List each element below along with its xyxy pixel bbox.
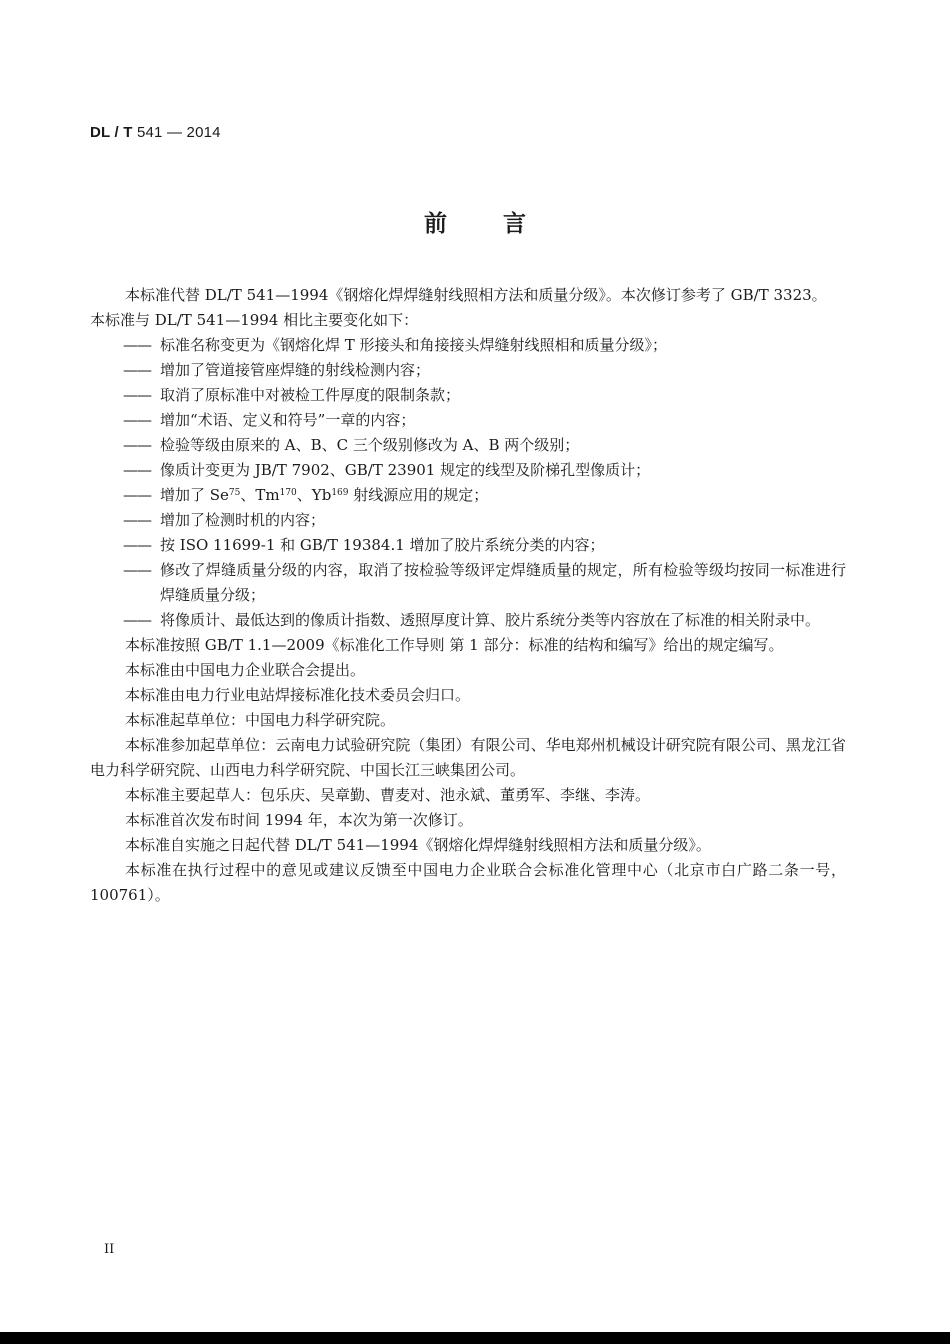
list-item-text: 检验等级由原来的 A、B、C 三个级别修改为 A、B 两个级别；: [160, 436, 580, 454]
list-item-text: 按 ISO 11699-1 和 GB/T 19384.1 增加了胶片系统分类的内容；: [160, 536, 605, 554]
dash-marker: ——: [123, 336, 151, 354]
list-item-text: 标准名称变更为《钢熔化焊 T 形接头和角接接头焊缝射线照相和质量分级》；: [160, 336, 668, 354]
dash-marker: ——: [123, 461, 151, 479]
participating-units: 本标准参加起草单位：云南电力试验研究院（集团）有限公司、华电郑州机械设计研究院有限公司、黑龙江省电力科学研究院、山西电力科学研究院、中国长江三峡集团公司。: [90, 736, 846, 779]
yb-mass-number: 169: [331, 488, 349, 498]
list-item-text: 将像质计、最低达到的像质计指数、透照厚度计算、胶片系统分类等内容放在了标准的相关附录中。: [160, 611, 821, 629]
standard-prefix: DL / T: [90, 124, 133, 141]
centralized-by-statement: 本标准由电力行业电站焊接标准化技术委员会归口。: [125, 686, 471, 704]
list-item: [90, 383, 846, 408]
list-item-text: 像质计变更为 JB/T 7902、GB/T 23901 规定的线型及阶梯孔型像质计；: [160, 461, 651, 479]
page-title: 前言: [424, 210, 582, 237]
list-item-text: 取消了原标准中对被检工件厚度的限制条款；: [160, 386, 461, 404]
dash-marker: ——: [123, 611, 151, 629]
page-number: II: [104, 1242, 115, 1257]
foreword-body: [90, 283, 846, 908]
list-item: [90, 533, 846, 558]
isotope-text-mid2: 、Yb: [296, 486, 332, 504]
dash-marker: ——: [123, 486, 151, 504]
replacement-statement: 本标准代替 DL/T 541—1994《钢熔化焊焊缝射线照相方法和质量分级》。本次修订参考了 GB/T 3323。: [125, 286, 827, 304]
dash-marker: ——: [123, 511, 151, 529]
proposer-statement: 本标准由中国电力企业联合会提出。: [125, 661, 366, 679]
list-item-text: 修改了焊缝质量分级的内容，取消了按检验等级评定焊缝质量的规定，所有检验等级均按同一标准进行焊缝质量分级；: [160, 561, 846, 604]
standard-number: [90, 124, 221, 141]
changes-list: [90, 333, 846, 633]
isotope-text-pre: 增加了 Se: [160, 486, 229, 504]
supersedes-statement: 本标准自实施之日起代替 DL/T 541—1994《钢熔化焊焊缝射线照相方法和质量分级》。: [125, 836, 711, 854]
list-item: [90, 508, 846, 533]
list-item-isotopes: [90, 483, 846, 508]
list-item-text: 增加了检测时机的内容；: [160, 511, 326, 529]
list-item-text: 增加了管道接管座焊缝的射线检测内容；: [160, 361, 431, 379]
list-item: [90, 358, 846, 383]
dash-marker: ——: [123, 361, 151, 379]
dash-marker: ——: [123, 411, 151, 429]
list-item: [90, 608, 846, 633]
dash-marker: ——: [123, 561, 151, 579]
list-item: [90, 458, 846, 483]
feedback-statement: 本标准在执行过程中的意见或建议反馈至中国电力企业联合会标准化管理中心（北京市白广路二条一号，100761）。: [90, 861, 846, 904]
list-item: [90, 558, 846, 608]
dash-marker: ——: [123, 386, 151, 404]
dash-marker: ——: [123, 536, 151, 554]
list-item: [90, 433, 846, 458]
list-item-text: 增加“术语、定义和符号”一章的内容；: [160, 411, 416, 429]
drafting-unit: 本标准起草单位：中国电力科学研究院。: [125, 711, 396, 729]
list-item: [90, 333, 846, 358]
se-mass-number: 75: [228, 488, 241, 498]
bottom-rule: [0, 1332, 950, 1344]
drafting-rules-statement: 本标准按照 GB/T 1.1—2009《标准化工作导则 第 1 部分：标准的结构和编写》给出的规定编写。: [125, 636, 784, 654]
dash-marker: ——: [123, 436, 151, 454]
isotope-text-post: 射线源应用的规定；: [348, 486, 489, 504]
list-item: [90, 408, 846, 433]
isotope-text-mid1: 、Tm: [240, 486, 280, 504]
first-release-statement: 本标准首次发布时间 1994 年，本次为第一次修订。: [125, 811, 473, 829]
standard-code: 541 — 2014: [132, 124, 221, 141]
changes-intro: 本标准与 DL/T 541—1994 相比主要变化如下：: [90, 311, 419, 329]
tm-mass-number: 170: [279, 488, 297, 498]
main-drafters: 本标准主要起草人：包乐庆、吴章勤、曹麦对、池永斌、董勇军、李继、李涛。: [125, 786, 651, 804]
